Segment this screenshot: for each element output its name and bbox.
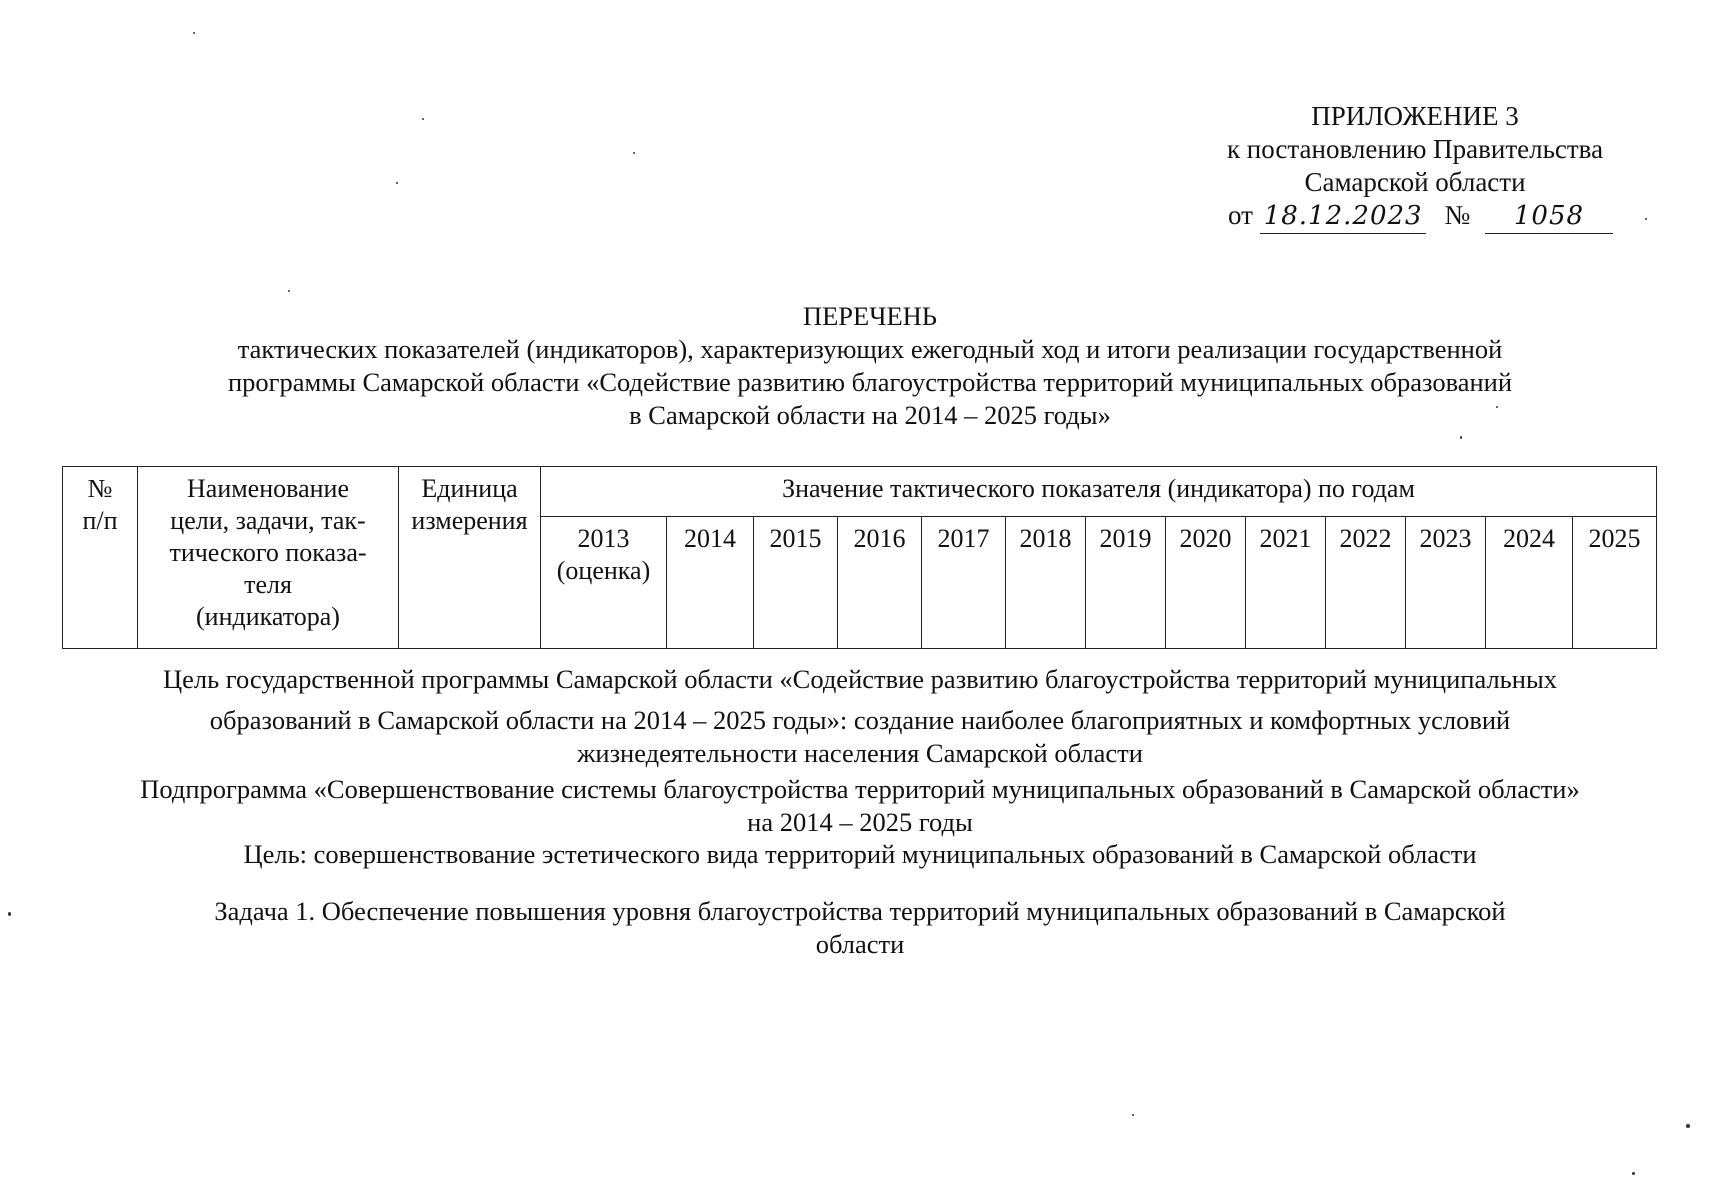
scan-speck (193, 32, 195, 34)
year-cell-2025 (1573, 517, 1657, 649)
program-goal (62, 663, 1658, 770)
year-label: 2025 (1588, 524, 1641, 553)
handwritten-date: 18.12.2023 (1260, 200, 1426, 234)
year-label: 2018 (1019, 524, 1072, 553)
year-label: 2019 (1099, 524, 1152, 553)
document-heading (150, 300, 1590, 432)
year-label: 2024 (1503, 524, 1555, 553)
header-name-line: теля (244, 570, 292, 599)
scan-speck (396, 182, 398, 184)
heading-line-3: в Самарской области на 2014 – 2025 годы» (629, 400, 1111, 430)
scan-speck (1686, 1124, 1690, 1128)
appendix-date-line (1195, 199, 1635, 234)
year-label: 2017 (937, 524, 990, 553)
year-label: 2022 (1339, 524, 1392, 553)
subprogram-goal (62, 838, 1658, 871)
year-label: 2021 (1259, 524, 1312, 553)
task-line: Задача 1. Обеспечение повышения уровня благоустройства территорий муниципальных образований в Самарской (214, 896, 1506, 926)
year-cell-2021 (1246, 517, 1326, 649)
subprogram-goal-line: Цель: совершенствование эстетического вида территорий муниципальных образований в Самарской области (243, 839, 1477, 869)
header-name-line: Наименование (187, 474, 349, 503)
year-cell-2024 (1486, 517, 1573, 649)
date-prefix: от (1228, 200, 1253, 230)
subprogram-line: на 2014 – 2025 годы (747, 807, 973, 837)
appendix-block (1195, 100, 1635, 234)
program-goal-line: Цель государственной программы Самарской области «Содействие развитию благоустройства территорий муниципальных (162, 664, 1558, 694)
program-goal-line: жизнедеятельности населения Самарской области (577, 738, 1143, 768)
number-sign: № (1444, 200, 1471, 230)
year-cell-2014 (667, 517, 754, 649)
year-label: 2013 (577, 524, 630, 553)
subprogram-line: Подпрограмма «Совершенствование системы благоустройства территорий муниципальных образований в Самарской области» (140, 774, 1580, 804)
year-note: (оценка) (556, 556, 651, 585)
year-cell-2022 (1326, 517, 1406, 649)
year-label: 2016 (853, 524, 906, 553)
year-cell-2013 (541, 517, 667, 649)
header-name (138, 467, 399, 649)
header-number (63, 467, 138, 649)
task-line: области (815, 929, 905, 959)
header-name-line: (индикатора) (196, 602, 340, 631)
header-number-line: п/п (82, 506, 118, 535)
scan-speck (1460, 436, 1462, 439)
scan-speck (8, 912, 11, 916)
year-label: 2014 (684, 524, 736, 553)
scan-speck (288, 290, 290, 292)
program-goal-line: образований в Самарской области на 2014 – 2025 годы»: создание наиболее благоприятных и комфортных условий (209, 705, 1511, 735)
header-name-line: цели, задачи, так- (170, 506, 366, 535)
header-name-line: тического показа- (169, 538, 367, 567)
heading-line-1: тактических показателей (индикаторов), характеризующих ежегодный ход и итоги реализации государственной (237, 334, 1503, 364)
subprogram-title (62, 773, 1658, 839)
header-unit-line: измерения (411, 506, 528, 535)
year-label: 2015 (769, 524, 822, 553)
indicators-table (62, 466, 1657, 649)
year-cell-2017 (922, 517, 1006, 649)
header-unit (399, 467, 541, 649)
appendix-title: ПРИЛОЖЕНИЕ 3 (1311, 101, 1519, 131)
year-label: 2023 (1419, 524, 1472, 553)
year-cell-2016 (838, 517, 922, 649)
handwritten-number: 1058 (1485, 200, 1613, 234)
scan-speck (1132, 1114, 1134, 1116)
scan-speck (1632, 1172, 1635, 1175)
header-unit-line: Единица (421, 474, 518, 503)
heading-title: ПЕРЕЧЕНЬ (802, 301, 937, 331)
year-label: 2020 (1179, 524, 1232, 553)
header-values-by-year: Значение тактического показателя (индикатора) по годам (541, 467, 1657, 517)
task-1 (62, 895, 1658, 961)
appendix-line-2: Самарской области (1304, 167, 1526, 197)
year-cell-2023 (1406, 517, 1486, 649)
year-cell-2015 (754, 517, 838, 649)
year-cell-2020 (1166, 517, 1246, 649)
scan-speck (1496, 406, 1498, 408)
year-cell-2018 (1006, 517, 1086, 649)
heading-line-2: программы Самарской области «Содействие развитию благоустройства территорий муниципальных образований (227, 367, 1513, 397)
table-header-row (63, 467, 1657, 517)
header-number-line: № (87, 474, 113, 503)
scan-speck (422, 118, 424, 120)
appendix-line-1: к постановлению Правительства (1226, 134, 1604, 164)
year-cell-2019 (1086, 517, 1166, 649)
scan-speck (1645, 218, 1647, 220)
scan-speck (633, 152, 635, 154)
